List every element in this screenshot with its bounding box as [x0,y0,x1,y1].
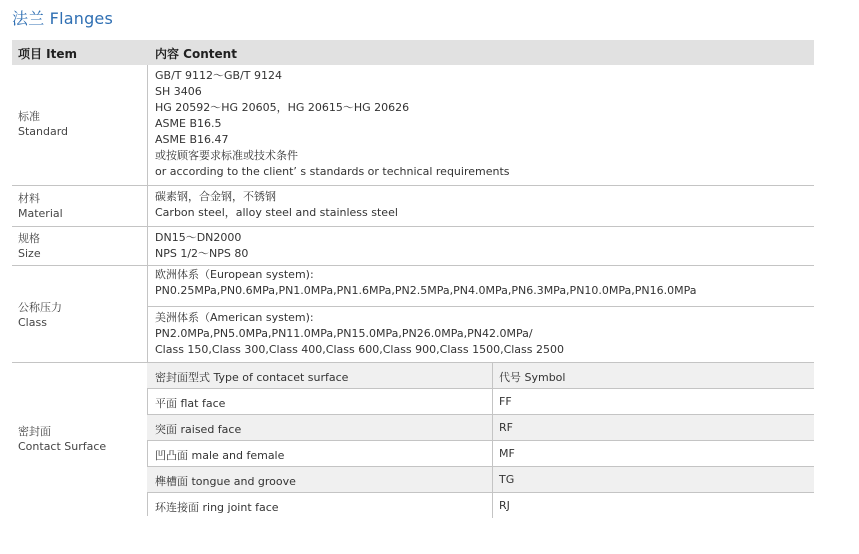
row-size [12,227,814,266]
surface-type: 榫槽面 tongue and groove [155,475,296,488]
size-label [18,231,41,261]
class-label [18,300,62,330]
surface-symbol: TG [499,473,515,486]
size-label-cn: 规格 [18,232,40,245]
surface-symbol: RJ [499,499,510,512]
header-content: 内容 Content [155,47,237,61]
surface-symbol: RF [499,421,513,434]
class-label-en: Class [18,316,47,329]
column-divider [147,227,148,265]
european-system-heading: 欧洲体系（European system): [155,268,314,281]
european-system-values: PN0.25MPa,PN0.6MPa,PN1.0MPa,PN1.6MPa,PN2.5MPa,PN4.0MPa,PN6.3MPa,PN10.0MPa,PN16.0MPa [155,284,697,297]
standard-label-en: Standard [18,125,69,138]
material-label-cn: 材料 [18,192,40,205]
material-label [18,191,63,221]
standard-line: SH 3406 [155,85,202,98]
size-label-en: Size [18,247,41,260]
standard-line: GB/T 9112～GB/T 9124 [155,69,282,82]
american-system-classes: Class 150,Class 300,Class 400,Class 600,Class 900,Class 1500,Class 2500 [155,343,564,356]
size-content [155,230,814,262]
row-standard [12,65,814,186]
header-item: 项目 Item [18,47,78,61]
sub-column-divider [492,415,493,440]
contact-surface-label [18,424,106,454]
standard-line: or according to the client’ s standards or technical requirements [155,165,510,178]
size-line: NPS 1/2～NPS 80 [155,247,249,260]
american-system-heading: 美洲体系（American system): [155,311,314,324]
material-line: 碳素钢，合金钢，不锈钢 [155,190,276,203]
surface-type-heading: 密封面型式 Type of contacet surface [155,371,349,384]
surface-row [147,441,814,467]
sub-column-divider [492,389,493,414]
standard-label [18,109,68,139]
standard-line: ASME B16.47 [155,133,229,146]
contact-surface-label-en: Contact Surface [18,440,107,453]
material-line: Carbon steel，alloy steel and stainless steel [155,206,398,219]
surface-row [147,415,814,441]
surface-symbol: FF [499,395,512,408]
surface-type: 凹凸面 male and female [155,449,285,462]
standard-line: ASME B16.5 [155,117,222,130]
sub-column-divider [492,493,493,518]
surface-symbol-heading: 代号 Symbol [499,371,566,384]
table-header [12,40,814,65]
american-system-values: PN2.0MPa,PN5.0MPa,PN11.0MPa,PN15.0MPa,PN26.0MPa,PN42.0MPa/ [155,327,533,340]
surface-row [147,493,814,518]
contact-surface-label-cn: 密封面 [18,425,51,438]
standard-label-cn: 标准 [18,110,40,123]
row-material [12,186,814,227]
standard-content [155,68,814,180]
sub-column-divider [492,363,493,388]
class-european [155,267,814,299]
material-content [155,189,814,221]
column-divider [147,186,148,226]
class-american [155,310,814,358]
surface-type: 环连接面 ring joint face [155,501,279,514]
row-contact-surface [12,363,814,516]
column-divider [147,266,148,362]
surface-row [147,389,814,415]
sub-column-divider [492,467,493,492]
standard-line: 或按顾客要求标准或技术条件 [155,149,298,162]
column-divider [147,65,148,185]
surface-subheader [147,363,814,389]
flanges-table [12,40,814,516]
surface-type: 平面 flat face [155,397,226,410]
class-label-cn: 公称压力 [18,301,62,314]
surface-row [147,467,814,493]
class-divider [147,306,814,307]
sub-column-divider [492,441,493,466]
surface-type: 突面 raised face [155,423,242,436]
surface-symbol: MF [499,447,515,460]
material-label-en: Material [18,207,63,220]
size-line: DN15～DN2000 [155,231,242,244]
standard-line: HG 20592～HG 20605，HG 20615～HG 20626 [155,101,410,114]
row-class [12,266,814,363]
page-title: 法兰 Flanges [12,9,114,28]
